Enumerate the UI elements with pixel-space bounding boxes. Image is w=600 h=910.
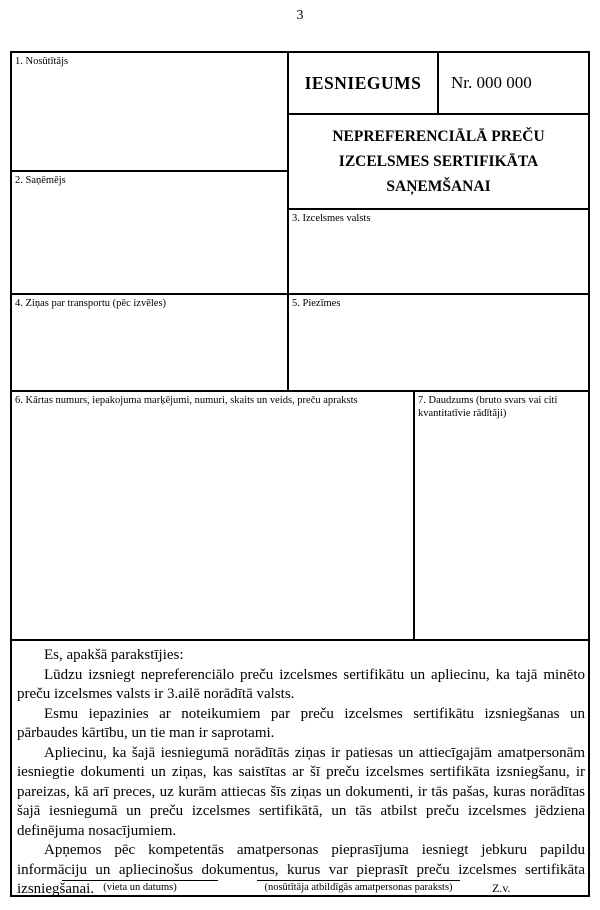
field-transport-cell	[12, 295, 289, 392]
seal-label: Z.v.	[492, 881, 511, 895]
declaration-paragraph: Apņemos pēc kompetentās amatpersonas pieprasījuma iesniegt jebkuru papildu informāciju un apliecinošus dokumentus, kurus var pieprasīt preču izcelsmes sertifikāta izsniegšanai.	[17, 842, 585, 897]
application-number: Nr. 000 000	[451, 73, 532, 92]
certificate-title-box	[289, 115, 588, 210]
application-number-box	[439, 53, 588, 115]
declaration-paragraph: Lūdzu izsniegt nepreferenciālo preču izcelsmes sertifikātu un apliecinu, ka tajā minēto preču izcelsmes valsts ir 3.ailē norādītā valsts.	[17, 666, 585, 702]
responsible-person-signature-label: (nosūtītāja atbildīgās amatpersonas paraksts)	[264, 882, 453, 893]
place-date-label: (vieta un datums)	[103, 882, 177, 893]
field-goods-description-label: 6. Kārtas numurs, iepakojuma marķējumi, numuri, skaits un veids, preču apraksts	[15, 395, 358, 406]
field-remarks-cell	[289, 295, 588, 392]
field-consignee-label: 2. Saņēmējs	[15, 175, 66, 186]
signature-section	[12, 880, 588, 899]
declaration-paragraph: Esmu iepazinies ar noteikumiem par preču izcelsmes sertifikātu izsniegšanas un pārbaudes kārtību, un tie man ir saprotami.	[17, 705, 585, 741]
place-date-line	[62, 880, 218, 894]
field-goods-description-cell	[12, 392, 415, 641]
field-origin-country-label: 3. Izcelsmes valsts	[292, 213, 371, 224]
field-transport-label: 4. Ziņas par transportu (pēc izvēles)	[15, 298, 167, 309]
certificate-title: NEPREFERENCIĀLĀ PREČU IZCELSMES SERTIFIKĀTA SAŅEMŠANAI	[332, 128, 545, 195]
field-quantity-label: 7. Daudzums (bruto svars vai citi kvantitatīvie rādītāji)	[418, 395, 558, 419]
field-consignor-label: 1. Nosūtītājs	[15, 56, 69, 67]
field-consignor-cell	[12, 53, 289, 172]
page-number: 3	[296, 8, 304, 23]
field-remarks-label: 5. Piezīmes	[292, 298, 341, 309]
responsible-person-signature-line	[257, 880, 460, 894]
application-form	[10, 51, 590, 897]
field-origin-country-cell	[289, 210, 588, 295]
application-title-box	[289, 53, 439, 115]
declaration-intro: Es, apakšā parakstījies:	[44, 647, 184, 663]
declaration-paragraph: Apliecinu, ka šajā iesniegumā norādītās ziņas ir patiesas un attiecīgajām amatpersonām iesniegtie dokumenti un ziņas, kas saistītas ar šī preču izcelsmes sertifikāta izsniegšanu, ir pareizas, kā arī preces, uz kurām attiecas šīs ziņas un dokumenti, ir tās pašas, kuras norādītas šajā iesniegumā un preču izcelsmes sertifikātā, un tās atbilst preču izcelsmes jēdziena definējuma nosacījumiem.	[17, 744, 585, 839]
declaration-section	[12, 641, 588, 900]
field-consignee-cell	[12, 172, 289, 295]
field-quantity-cell	[415, 392, 588, 641]
application-title: IESNIEGUMS	[304, 72, 422, 93]
